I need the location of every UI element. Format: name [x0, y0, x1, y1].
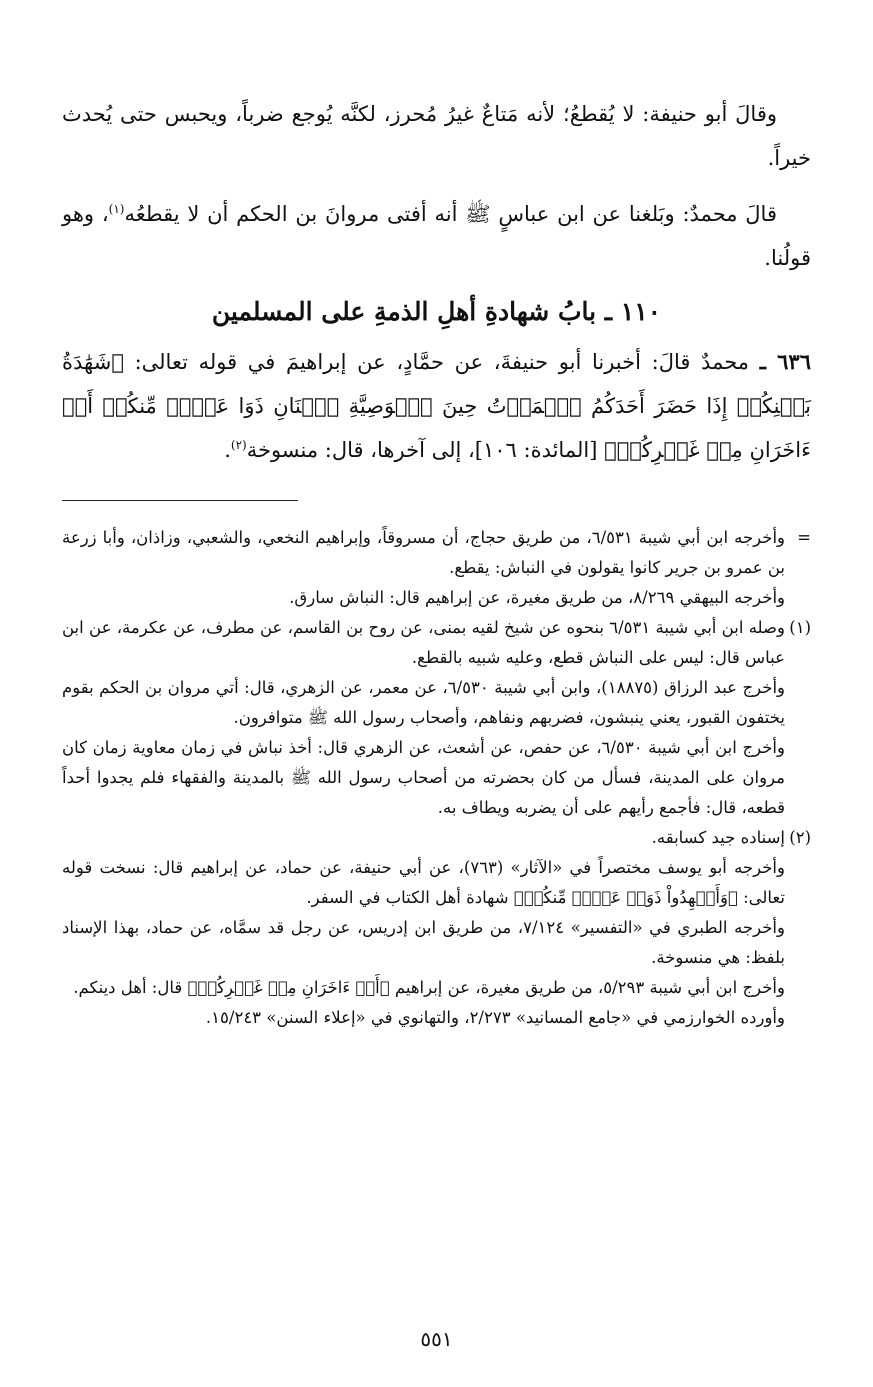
main-paragraph-1: وقالَ أبو حنيفة: لا يُقطعُ؛ لأنه مَتاعٌ غيرُ مُحرز، لكنَّه يُوجع ضرباً، ويحبس حتى يُحدث خيراً.	[62, 102, 811, 170]
footnote-1-marker: (١)	[789, 618, 812, 637]
hadith-text-a: محمدٌ قالَ: أخبرنا أبو حنيفةَ، عن حمَّادٍ، عن إبراهيمَ في قوله تعالى: ﴿	[111, 350, 750, 374]
footnote-continuation-1-text: وأخرجه ابن أبي شيبة ٦/٥٣١، من طريق حجاج، أن مسروقاً، وإبراهيم النخعي، والشعبي، وزاذان، وأبا زرعة بن عمرو بن جرير كانوا يقولون في النباش: يقطع.	[62, 528, 785, 577]
footnote-2-line-5: وأورده الخوارزمي في «جامع المسانيد» ٢/٢٧٣، والتهانوي في «إعلاء السنن» ١٥/٢٤٣.	[205, 1008, 785, 1027]
footnote-continuation-2: وأخرجه البيهقي ٨/٢٦٩، من طريق مغيرة، عن إبراهيم قال: النباش سارق.	[289, 588, 785, 607]
hadith-text-b: ﴾ [المائدة: ١٠٦]، إلى آخرها، قال: منسوخة	[246, 438, 617, 462]
hadith-636	[62, 340, 811, 472]
footnote-continuation-1	[62, 523, 811, 583]
footnote-ref-2: (٢)	[230, 438, 247, 452]
footnote-2-marker: (٢)	[789, 828, 811, 847]
footnote-2-line-4: وأخرج ابن أبي شيبة ٥/٢٩٣، من طريق مغيرة، عن إبراهيم ﴿أَوۡ ءَاخَرَانِ مِنۡ غَيۡرِكُمۡ﴾ قال: أهل دينكم.	[73, 978, 785, 997]
hadith-text-c: .	[224, 438, 231, 462]
continuation-marker: =	[797, 528, 811, 547]
footnote-1-line-1-text: وصله ابن أبي شيبة ٦/٥٣١ بنحوه عن شيخ لقيه بمنى، عن روح بن القاسم، عن مطرف، عن عكرمة، عن ابن عباس قال: ليس على النباش قطع، وعليه شبيه بالقطع.	[62, 618, 786, 667]
footnote-1-line-1	[62, 613, 811, 673]
footnote-divider	[62, 500, 298, 501]
chapter-title: ١١٠ ـ بابُ شهادةِ أهلِ الذمةِ على المسلمين	[211, 297, 662, 326]
footnotes	[62, 523, 811, 1033]
quran-verse: شَهَٰدَةُ بَيۡنِكُمۡ إِذَا حَضَرَ أَحَدَكُمُ ٱلۡمَوۡتُ حِينَ ٱلۡوَصِيَّةِ ٱثۡنَانِ ذَوَا عَدۡلٖ مِّنكُمۡ أَوۡ ءَاخَرَانِ مِنۡ غَيۡرِكُمۡ	[62, 350, 811, 462]
footnote-1-line-3: وأخرج ابن أبي شيبة ٦/٥٣٠، عن حفص، عن أشعث، عن الزهري قال: أخذ نباش في زمان معاوية زمان كان مروان على المدينة، فسأل من كان بحضرته من أصحاب رسول الله ﷺ بالمدينة والفقهاء فلم يجدوا أحداً قطعه، قال: فأجمع رأيهم على أن يضربه ويطاف به.	[62, 738, 785, 817]
hadith-number: ٦٣٦ ـ	[759, 349, 811, 374]
main-paragraph-2-end: ، وهو قولُنا.	[62, 202, 811, 270]
main-paragraph-2	[62, 192, 811, 280]
footnote-2-line-1-text: إسناده جيد كسابقه.	[651, 828, 785, 847]
main-paragraph-2-text: قالَ محمدٌ: وبَلغنا عن ابن عباسٍ ﷺ أنه أفتى مروانَ بن الحكم أن لا يقطعُه	[124, 202, 777, 226]
page-number: ٥٥١	[420, 1327, 453, 1351]
footnote-2-line-2: وأخرجه أبو يوسف مختصراً في «الآثار» (٧٦٣)، عن أبي حنيفة، عن حماد، عن إبراهيم قال: نسخت قوله تعالى: ﴿وَأَشۡهِدُواْ ذَوَيۡ عَدۡلٖ مِّنكُمۡ﴾ شهادة أهل الكتاب في السفر.	[62, 858, 785, 907]
book-page	[62, 92, 812, 1351]
footnote-1-line-2: وأخرج عبد الرزاق (١٨٨٧٥)، وابن أبي شيبة ٦/٥٣٠، عن معمر، عن الزهري، قال: أتي مروان بن الحكم بقوم يختفون القبور، يعني ينبشون، فضربهم ونفاهم، وأصحاب رسول الله ﷺ متوافرون.	[62, 678, 786, 727]
footnote-2-line-3: وأخرجه الطبري في «التفسير» ٧/١٢٤، من طريق ابن إدريس، عن رجل قد سمَّاه، عن حماد، بهذا الإسناد بلفظ: هي منسوخة.	[62, 918, 785, 967]
footnote-2-line-1	[62, 823, 811, 853]
footnote-ref-1: (١)	[108, 202, 125, 216]
